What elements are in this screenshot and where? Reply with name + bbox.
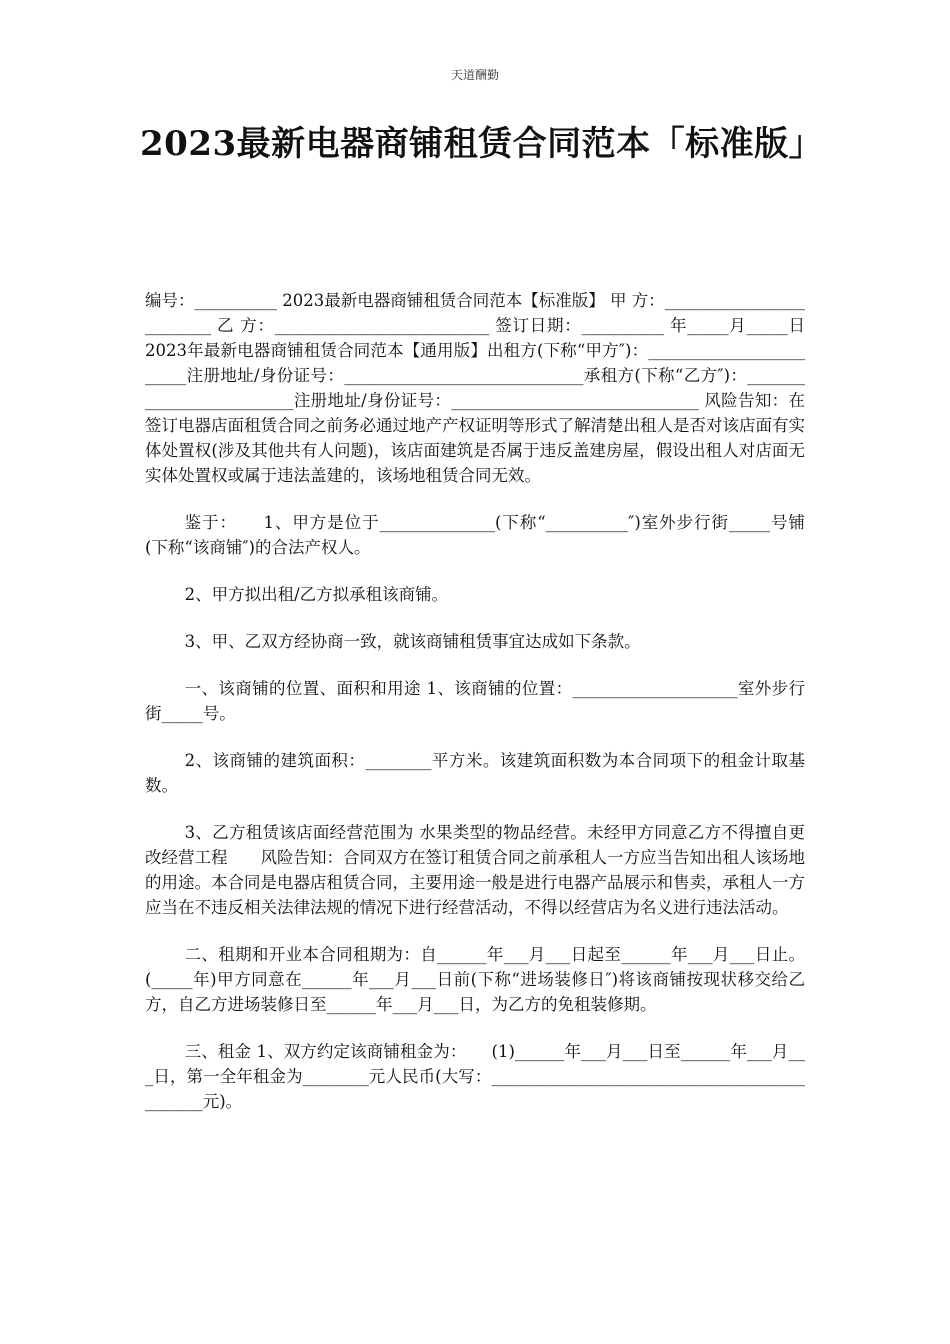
page-header: 天道酬勤 <box>450 68 499 82</box>
paragraph-item-3: 3、甲、乙双方经协商一致，就该商铺租赁事宜达成如下条款。 <box>184 632 641 651</box>
paragraph-whereas: 鉴于： 1、甲方是位于______________(下称“__________″)室外步行街_____号铺(下称“该商铺″)的合法产权人。 <box>145 513 805 557</box>
paragraph-intro: 编号：__________ 2023最新电器商铺租赁合同范本【标准版】 甲 方：_________________________ 乙 方：__________________________ 签订日期：__________ 年_____月_____日 2023年最新电器商铺租赁合同范本【通用版】出租方(下称“甲方″)：________________________注册地址/身份证号：_____________________________承租方(下称“乙方″)：_________________________注册地址/身份证号：______________________________ 风险告知：在签订电器店面租赁合同之前务必通过地产产权证明等形式了解清楚出租人是否对该店面有实体处置权(涉及其他共有人问题)，该店面建筑是否属于违反盖建房屋，假设出租人对店面无实体处置权或属于违法盖建的，该场地租赁合同无效。 <box>145 291 805 485</box>
paragraph-section-3-rent: 三、租金 1、双方约定该商铺租金为： (1)______年___月___日至______年___月___日，第一全年租金为________元人民币(大写：_____________________________________________元)。 <box>145 1042 805 1111</box>
document-body <box>145 288 805 1136</box>
paragraph-section-1-location: 一、该商铺的位置、面积和用途 1、该商铺的位置：____________________室外步行街_____号。 <box>145 679 805 723</box>
paragraph-item-2: 2、甲方拟出租/乙方拟承租该商铺。 <box>184 585 449 604</box>
paragraph-section-2-term: 二、租期和开业本合同租期为：自______年___月___日起至______年___月___日止。(_____年)甲方同意在______年___月___日前(下称“进场装修日″)将该商铺按现状移交给乙方，自乙方进场装修日至______年___月___日，为乙方的免租装修期。 <box>145 945 805 1014</box>
paragraph-section-1-area: 2、该商铺的建筑面积：________平方米。该建筑面积数为本合同项下的租金计取基数。 <box>145 751 805 795</box>
document-title: 2023最新电器商铺租赁合同范本「标准版」 <box>140 124 824 164</box>
paragraph-section-1-usage: 3、乙方租赁该店面经营范围为 水果类型的物品经营。未经甲方同意乙方不得擅自更改经营工程 风险告知：合同双方在签订租赁合同之前承租人一方应当告知出租人该场地的用途。本合同是电器店租赁合同，主要用途一般是进行电器产品展示和售卖，承租人一方应当在不违反相关法律法规的情况下进行经营活动，不得以经营店为名义进行违法活动。 <box>145 823 805 917</box>
